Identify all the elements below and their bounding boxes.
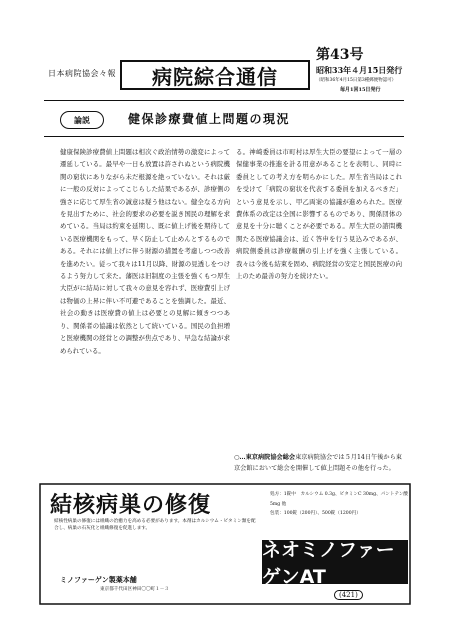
ad-description: 結核性病巣の修復には組織の治癒力を高める必要があります。本剤はカルシウム・ビタミン類を配合し、病巣の石灰化と組織修復を促進します。 bbox=[54, 519, 256, 532]
publication-date: 昭和33年４月15日発行 bbox=[316, 65, 403, 75]
postal-registration: （昭和36年4月15日第3種郵便物認可） bbox=[316, 78, 397, 83]
article-right-column: る。神崎委員は市町村は厚生大臣の要望によって一層の保健事業の推進を計る用意があることを表明し、同時に委員としての考え方を明らかにした。厚生省当局はこれを受けて「病院の窮状を代表する委員を加えるべきだ」という意見を示し、甲乙両案の協議が進められた。医療費体系の改定は全国に影響するものであり、関係団体の意見を十分に聴くことが必要である。厚生大臣の諮問機関たる医療協議会は、近く答申を行う見込みであるが、病院側委員は診療報酬の引上げを強く主張している。我々は今後も結束を固め、病院経営の安定と国民医療の向上のため最善の努力を続けたい。 bbox=[236, 148, 402, 281]
article-label: 論説 bbox=[60, 111, 104, 129]
article-headline: 健保診療費値上問題の現況 bbox=[128, 112, 291, 126]
advertisement bbox=[40, 484, 410, 604]
publication-frequency: 毎月1回15日発行 bbox=[340, 87, 381, 93]
article-left-column: 健康保険診療費値上問題は相次ぐ政治情勢の激変によって遷延している。最早や一日も放置は許されぬという病院機関の窮状にありながら未だ根源を絶っていない。それは厳に一般の反対によってこじらした結果であるが、診療側の強さに応じて厚生省の誠意は疑う他はない。健全なる方向を見出すために、社会的要求の必要を説き国民の理解を求めている。当局は約束を延期し、既に値上げ後を期待している医療機関をもって、早く防止して止めんとするものである。それには値上げに伴う財源の措置を考慮しつつ改善を進めたい。従って我々は11月以降、財源の見透しをつけるよう努力して来た。藩医は旧制度の主張を強くもつ厚生大臣がに結局に対して我々の意見を容れず、医療費引上げは物価の上昇に伴い不可避であることを強調した。最近、社会の動きは医療費の値上は必要との見解に傾きつつあり、関係者の協議は依然として続いている。国民の負担増と医療機関の経営との調整が焦点であり、早急な結論が求められている。 bbox=[60, 148, 230, 355]
issue-number: 第43号 bbox=[316, 47, 364, 63]
news-heading: ○…東京病院協会総会 bbox=[234, 454, 296, 461]
ad-ingredients bbox=[270, 490, 408, 519]
ad-packaging: 包装：100錠（200円）、500錠（1200円） bbox=[270, 511, 361, 517]
ad-formula: 処方：1錠中 カルシウム 0.3g、ビタミンC 30mg、パントテン酸 5mg 他 bbox=[270, 492, 409, 507]
publisher-name: 日本病院協会々報 bbox=[48, 69, 116, 78]
masthead-title: 病院綜合通信 bbox=[120, 60, 310, 90]
page-number: (421) bbox=[334, 590, 363, 600]
ad-company: ミノファーゲン製薬本舗 bbox=[60, 575, 137, 584]
ad-address: 東京都千代田区神田〇〇町１－３ bbox=[100, 587, 169, 592]
ad-title: 結核病巣の修復 bbox=[50, 492, 212, 518]
news-body: 東京病院協会では５月14日午後から東京会館において総会を開催して値上問題その他を行った。 bbox=[234, 454, 402, 472]
ad-brand-logo: ネオミノファーゲンAT bbox=[262, 540, 408, 584]
